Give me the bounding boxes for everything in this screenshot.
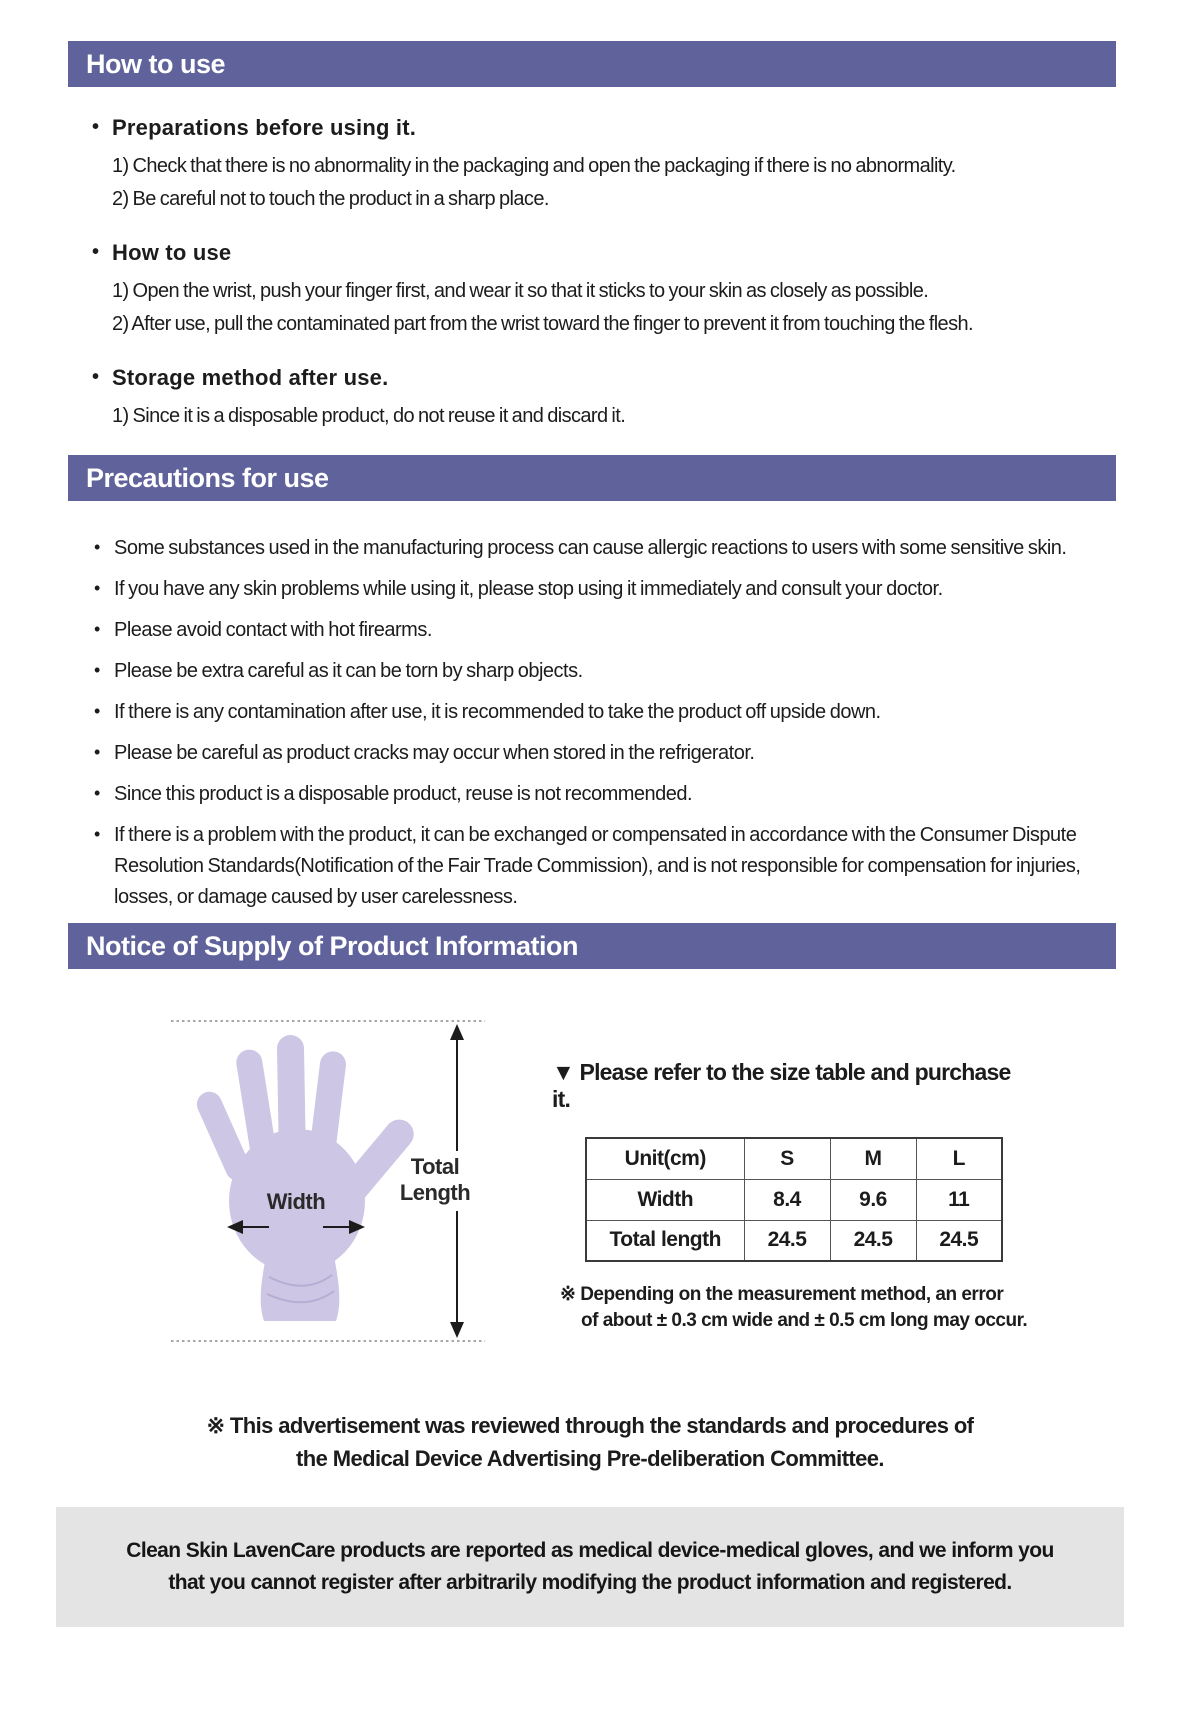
size-table-cell: Width — [586, 1179, 744, 1220]
how-to-use-content — [0, 87, 1180, 433]
instruction-item: 2) Be careful not to touch the product in a sharp place. — [112, 188, 549, 210]
precaution-item: • If there is any contamination after use, it is recommended to take the product off upside down. — [92, 697, 1102, 728]
group-preparations — [92, 113, 1140, 216]
precaution-item: • Since this product is a disposable product, reuse is not recommended. — [92, 779, 1102, 810]
total-length-arrow-bottom-head — [450, 1322, 464, 1338]
measurement-tolerance-note — [560, 1282, 1030, 1334]
size-table-cell: 8.4 — [744, 1179, 830, 1220]
group-title: • Storage method after use. — [92, 363, 1140, 393]
glove-illustration — [165, 1011, 495, 1351]
size-table-cell: 11 — [916, 1179, 1002, 1220]
glove-shape — [193, 1035, 420, 1321]
group-how-to-use — [92, 238, 1140, 341]
review-note-line: ※ This advertisement was reviewed through the standards and procedures of — [206, 1413, 974, 1438]
footer-line: Clean Skin LavenCare products are reported as medical device-medical gloves, and we inform you — [126, 1539, 1054, 1562]
section-title: Precautions for use — [86, 462, 329, 493]
precaution-item: • If you have any skin problems while using it, please stop using it immediately and consult your doctor. — [92, 574, 1102, 605]
size-table-header-l: L — [916, 1138, 1002, 1179]
precaution-item: • Please be extra careful as it can be torn by sharp objects. — [92, 656, 1102, 687]
size-table-cell: 24.5 — [744, 1220, 830, 1261]
precaution-item: • Please avoid contact with hot firearms. — [92, 615, 1102, 646]
group-title: • Preparations before using it. — [92, 113, 1140, 143]
glove-measurement-figure — [165, 1011, 495, 1351]
size-table-header-s: S — [744, 1138, 830, 1179]
precaution-item: • Some substances used in the manufacturing process can cause allergic reactions to users with some sensitive skin. — [92, 533, 1102, 564]
review-note-line: the Medical Device Advertising Pre-deliberation Committee. — [296, 1446, 884, 1471]
size-info-column — [530, 1011, 1030, 1351]
section-title: Notice of Supply of Product Information — [86, 930, 578, 961]
group-title: • How to use — [92, 238, 1140, 268]
section-header-how-to-use — [68, 41, 1116, 87]
size-table-header-m: M — [830, 1138, 916, 1179]
section-header-notice — [68, 923, 1116, 969]
tolerance-note-line: of about ± 0.3 cm wide and ± 0.5 cm long may occur. — [581, 1310, 1028, 1331]
width-label: Width — [266, 1189, 326, 1214]
precaution-item: • If there is a problem with the product, it can be exchanged or compensated in accordance with the Consumer Dispute Resolution Standards(Notification of the Fair Trade Commission), and is not responsible for compensation for injuries, losses, or damage caused by user carelessness. — [92, 820, 1102, 913]
instruction-item: 1) Since it is a disposable product, do not reuse it and discard it. — [112, 405, 626, 427]
size-table-total-length-row — [586, 1220, 1002, 1261]
precautions-list — [0, 501, 1180, 913]
instruction-item: 1) Check that there is no abnormality in the packaging and open the packaging if there is no abnormality. — [112, 155, 956, 177]
group-storage — [92, 363, 1140, 433]
advertisement-review-note — [0, 1409, 1180, 1475]
precaution-item: • Please be careful as product cracks may occur when stored in the refrigerator. — [92, 738, 1102, 769]
size-table — [585, 1137, 1003, 1262]
size-table-cell: 9.6 — [830, 1179, 916, 1220]
total-length-label-line1: Total — [410, 1154, 460, 1179]
instruction-item: 2) After use, pull the contaminated part from the wrist toward the finger to prevent it from touching the flesh. — [112, 313, 973, 335]
size-table-prompt: ▼ Please refer to the size table and purchase it. — [552, 1059, 1011, 1112]
size-table-header-row — [586, 1138, 1002, 1179]
size-table-cell: 24.5 — [830, 1220, 916, 1261]
size-table-header-unit: Unit(cm) — [586, 1138, 744, 1179]
size-table-width-row — [586, 1179, 1002, 1220]
size-figure-row — [165, 1011, 1180, 1351]
section-title: How to use — [86, 48, 226, 79]
footer-line: that you cannot register after arbitrarily modifying the product information and registered. — [168, 1571, 1012, 1594]
instruction-item: 1) Open the wrist, push your finger first, and wear it so that it sticks to your skin as closely as possible. — [112, 280, 929, 302]
footer-notice-box — [56, 1507, 1124, 1627]
section-header-precautions — [68, 455, 1116, 501]
total-length-label-line2: Length — [399, 1180, 471, 1205]
total-length-arrow-top-head — [450, 1024, 464, 1040]
tolerance-note-line: ※ Depending on the measurement method, an error — [560, 1284, 1004, 1305]
size-table-cell: 24.5 — [916, 1220, 1002, 1261]
size-table-cell: Total length — [586, 1220, 744, 1261]
